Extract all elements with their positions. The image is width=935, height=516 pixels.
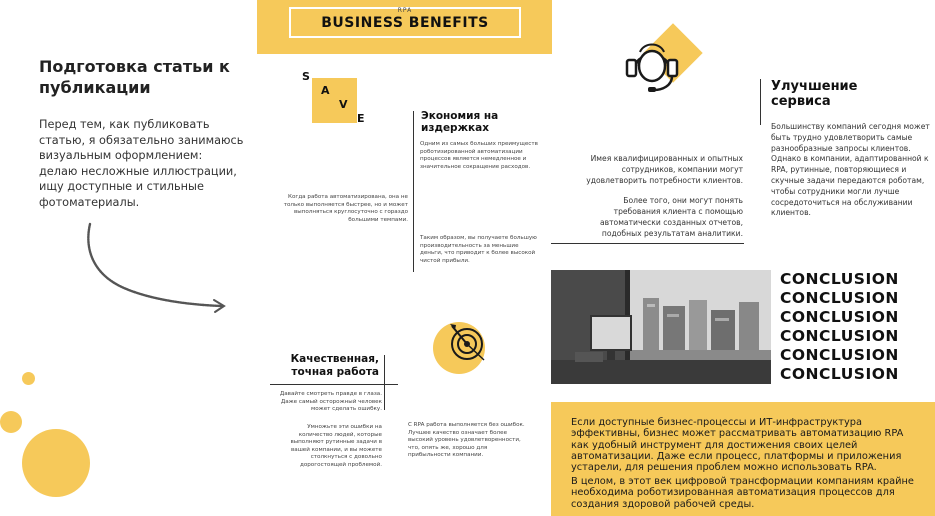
office-photo [551, 270, 771, 384]
intro-text: Перед тем, как публиковать статью, я обязательно занимаюсь визуальным оформлением: делаю несложные иллюстрации, ищу доступные и стильные фотоматериалы. [39, 118, 244, 209]
save-letter-a: A [321, 84, 330, 97]
quality-text-2: Умножьте эти ошибки на количество людей, которые выполняют рутинные задачи в вашей компании, и вы можете столкнуться с довольно дорогостоящей проблемой. [290, 424, 382, 468]
conclusion-word-4: CONCLUSION [780, 327, 899, 345]
divider-center [551, 243, 744, 244]
center-text-2: Более того, они могут понять требования клиента с помощью автоматически созданных отчетов, подобных результатам аналитики. [600, 196, 743, 238]
savings-text-1: Одним из самых больших преимуществ роботизированной автоматизации процессов является немедленное и значительное сокращение расходов. [420, 141, 538, 170]
center-text-1: Имея квалифицированных и опытных сотрудников, компании могут удовлетворить потребности клиентов. [586, 154, 743, 185]
quality-text-3: С RPA работа выполняется без ошибок. Лучшее качество означает более высокий уровень удовлетворенности, что, опять же, хорошо для прибыльности компании. [408, 422, 525, 459]
conclusion-word-6: CONCLUSION [780, 365, 899, 383]
conclusion-word-3: CONCLUSION [780, 308, 899, 326]
banner-subtitle: RPA [397, 7, 413, 14]
divider-quality-v [384, 355, 385, 410]
divider-service [760, 79, 761, 125]
quality-title: Качественная, точная работа [290, 353, 379, 378]
scribble-arrow-icon [84, 220, 234, 320]
savings-title: Экономия на издержках [421, 110, 499, 134]
save-letter-s: S [302, 70, 310, 83]
decor-circle-small [22, 372, 35, 385]
save-letter-v: V [339, 98, 348, 111]
automation-text: Когда работа автоматизирована, она не только выполняется быстрее, но и может выполняться круглосуточно с гораздо большими темпами. [283, 194, 408, 223]
service-title: Улучшение сервиса [771, 79, 858, 109]
conclusion-word-5: CONCLUSION [780, 346, 899, 364]
banner-title: BUSINESS BENEFITS [321, 15, 489, 31]
service-text: Большинству компаний сегодня может быть трудно удовлетворить самые разнообразные запросы клиентов. Однако в компании, адаптированной к RPA, рутинные, повторяющиеся и скучные задачи передаются роботам, чтобы сотрудники могли лучше сосредоточиться на обслуживании клиентов. [771, 122, 930, 218]
save-square [312, 78, 357, 123]
savings-text-2: Таким образом, вы получаете большую производительность за меньшие деньги, что приводит к более высокой чистой прибыли. [420, 235, 537, 264]
conclusion-word-1: CONCLUSION [780, 270, 899, 288]
intro-title: Подготовка статьи к публикации [39, 57, 230, 97]
decor-circle-large [22, 429, 90, 497]
divider-savings [413, 111, 414, 272]
save-letter-e: E [357, 112, 365, 125]
decor-circle-medium [0, 411, 22, 433]
headset-icon [622, 36, 682, 96]
conclusion-word-2: CONCLUSION [780, 289, 899, 307]
conclusion-text-2: В целом, в этот век цифровой трансформации компаниям крайне необходима роботизированная автоматизация процессов для создания здоровой рабочей среды. [571, 476, 914, 510]
quality-text-1: Давайте смотреть правде в глаза. Даже самый осторожный человек может сделать ошибку. [279, 391, 382, 413]
divider-quality-h [270, 384, 398, 385]
target-icon [446, 322, 488, 364]
conclusion-text-1: Если доступные бизнес-процессы и ИТ-инфраструктура эффективны, бизнес может рассматривать автоматизацию RPA как удобный инструмент для достижения своих целей автоматизации. Даже если процесс, платформы и приложения устарели, для решения проблем можно использовать RPA. [571, 417, 904, 474]
